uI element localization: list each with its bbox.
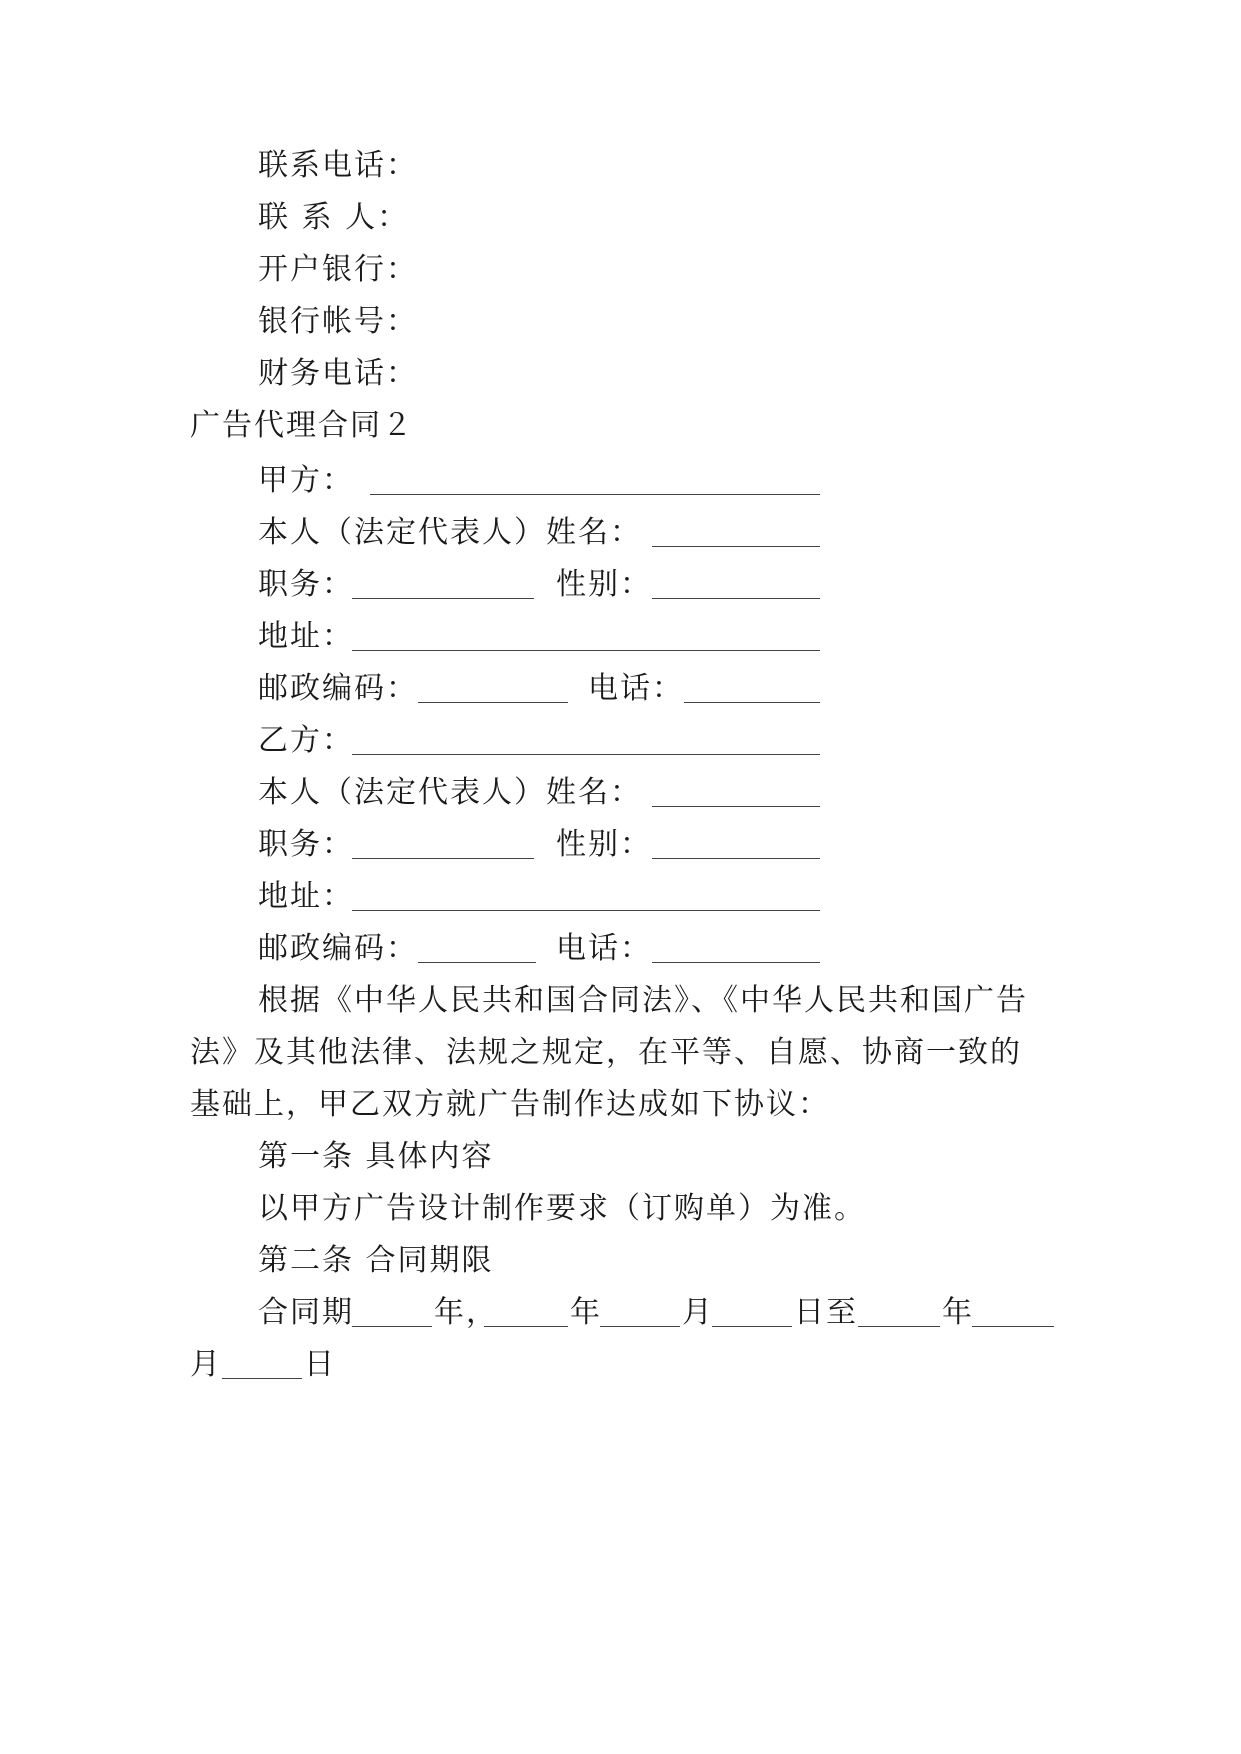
party-a-blank [370, 494, 820, 495]
term-year2-label: 年 [570, 1295, 602, 1330]
contract-title: 广告代理合同２ [190, 408, 414, 443]
article-1-title: 第一条 具体内容 [258, 1139, 494, 1174]
party-b-label: 乙方： [258, 723, 354, 758]
party-a-phone-label: 电话： [588, 671, 684, 706]
term-year3-label: 年 [942, 1295, 974, 1330]
contact-person-label: 联 系 人： [258, 200, 410, 235]
term-blank-5 [858, 1326, 940, 1327]
bank-label: 开户银行： [258, 252, 418, 287]
party-a-postcode-blank [418, 702, 568, 703]
party-b-gender-blank [652, 858, 820, 859]
term-year-label: 年， [434, 1295, 498, 1330]
party-a-name-label: 本人（法定代表人）姓名： [258, 515, 642, 550]
term-blank-6 [972, 1326, 1054, 1327]
preamble-line-3: 基础上，甲乙双方就广告制作达成如下协议： [190, 1087, 830, 1122]
term-month2-label: 月 [190, 1347, 222, 1382]
party-a-address-blank [352, 650, 820, 651]
party-b-phone-label: 电话： [556, 931, 652, 966]
party-b-address-label: 地址： [258, 879, 354, 914]
article-2-title: 第二条 合同期限 [258, 1243, 494, 1278]
article-1-body: 以甲方广告设计制作要求（订购单）为准。 [258, 1191, 866, 1226]
term-label: 合同期 [258, 1295, 354, 1330]
party-b-name-label: 本人（法定代表人）姓名： [258, 775, 642, 810]
party-b-phone-blank [652, 962, 820, 963]
term-blank-2 [484, 1326, 568, 1327]
term-blank-7 [222, 1378, 302, 1379]
term-blank-3 [600, 1326, 680, 1327]
term-blank-1 [352, 1326, 432, 1327]
party-b-blank [352, 754, 820, 755]
finance-phone-label: 财务电话： [258, 356, 418, 391]
party-b-position-blank [352, 858, 534, 859]
party-b-postcode-blank [418, 962, 536, 963]
party-b-postcode-label: 邮政编码： [258, 931, 418, 966]
term-day-label: 日 [304, 1347, 336, 1382]
party-b-gender-label: 性别： [556, 827, 652, 862]
term-month-label: 月 [682, 1295, 714, 1330]
contact-phone-label: 联系电话： [258, 148, 418, 183]
party-b-name-blank [652, 806, 820, 807]
party-a-gender-blank [652, 598, 820, 599]
party-a-phone-blank [684, 702, 820, 703]
preamble-line-1: 根据《中华人民共和国合同法》、《中华人民共和国广告 [258, 983, 1028, 1018]
party-a-address-label: 地址： [258, 619, 354, 654]
party-b-address-blank [352, 910, 820, 911]
term-blank-4 [712, 1326, 792, 1327]
term-day-to-label: 日至 [794, 1295, 858, 1330]
party-b-position-label: 职务： [258, 827, 354, 862]
party-a-gender-label: 性别： [556, 567, 652, 602]
party-a-label: 甲方： [258, 463, 354, 498]
party-a-postcode-label: 邮政编码： [258, 671, 418, 706]
preamble-line-2: 法》及其他法律、法规之规定，在平等、自愿、协商一致的 [190, 1035, 1022, 1070]
party-a-name-blank [652, 546, 820, 547]
bank-account-label: 银行帐号： [258, 304, 418, 339]
party-a-position-blank [352, 598, 534, 599]
party-a-position-label: 职务： [258, 567, 354, 602]
